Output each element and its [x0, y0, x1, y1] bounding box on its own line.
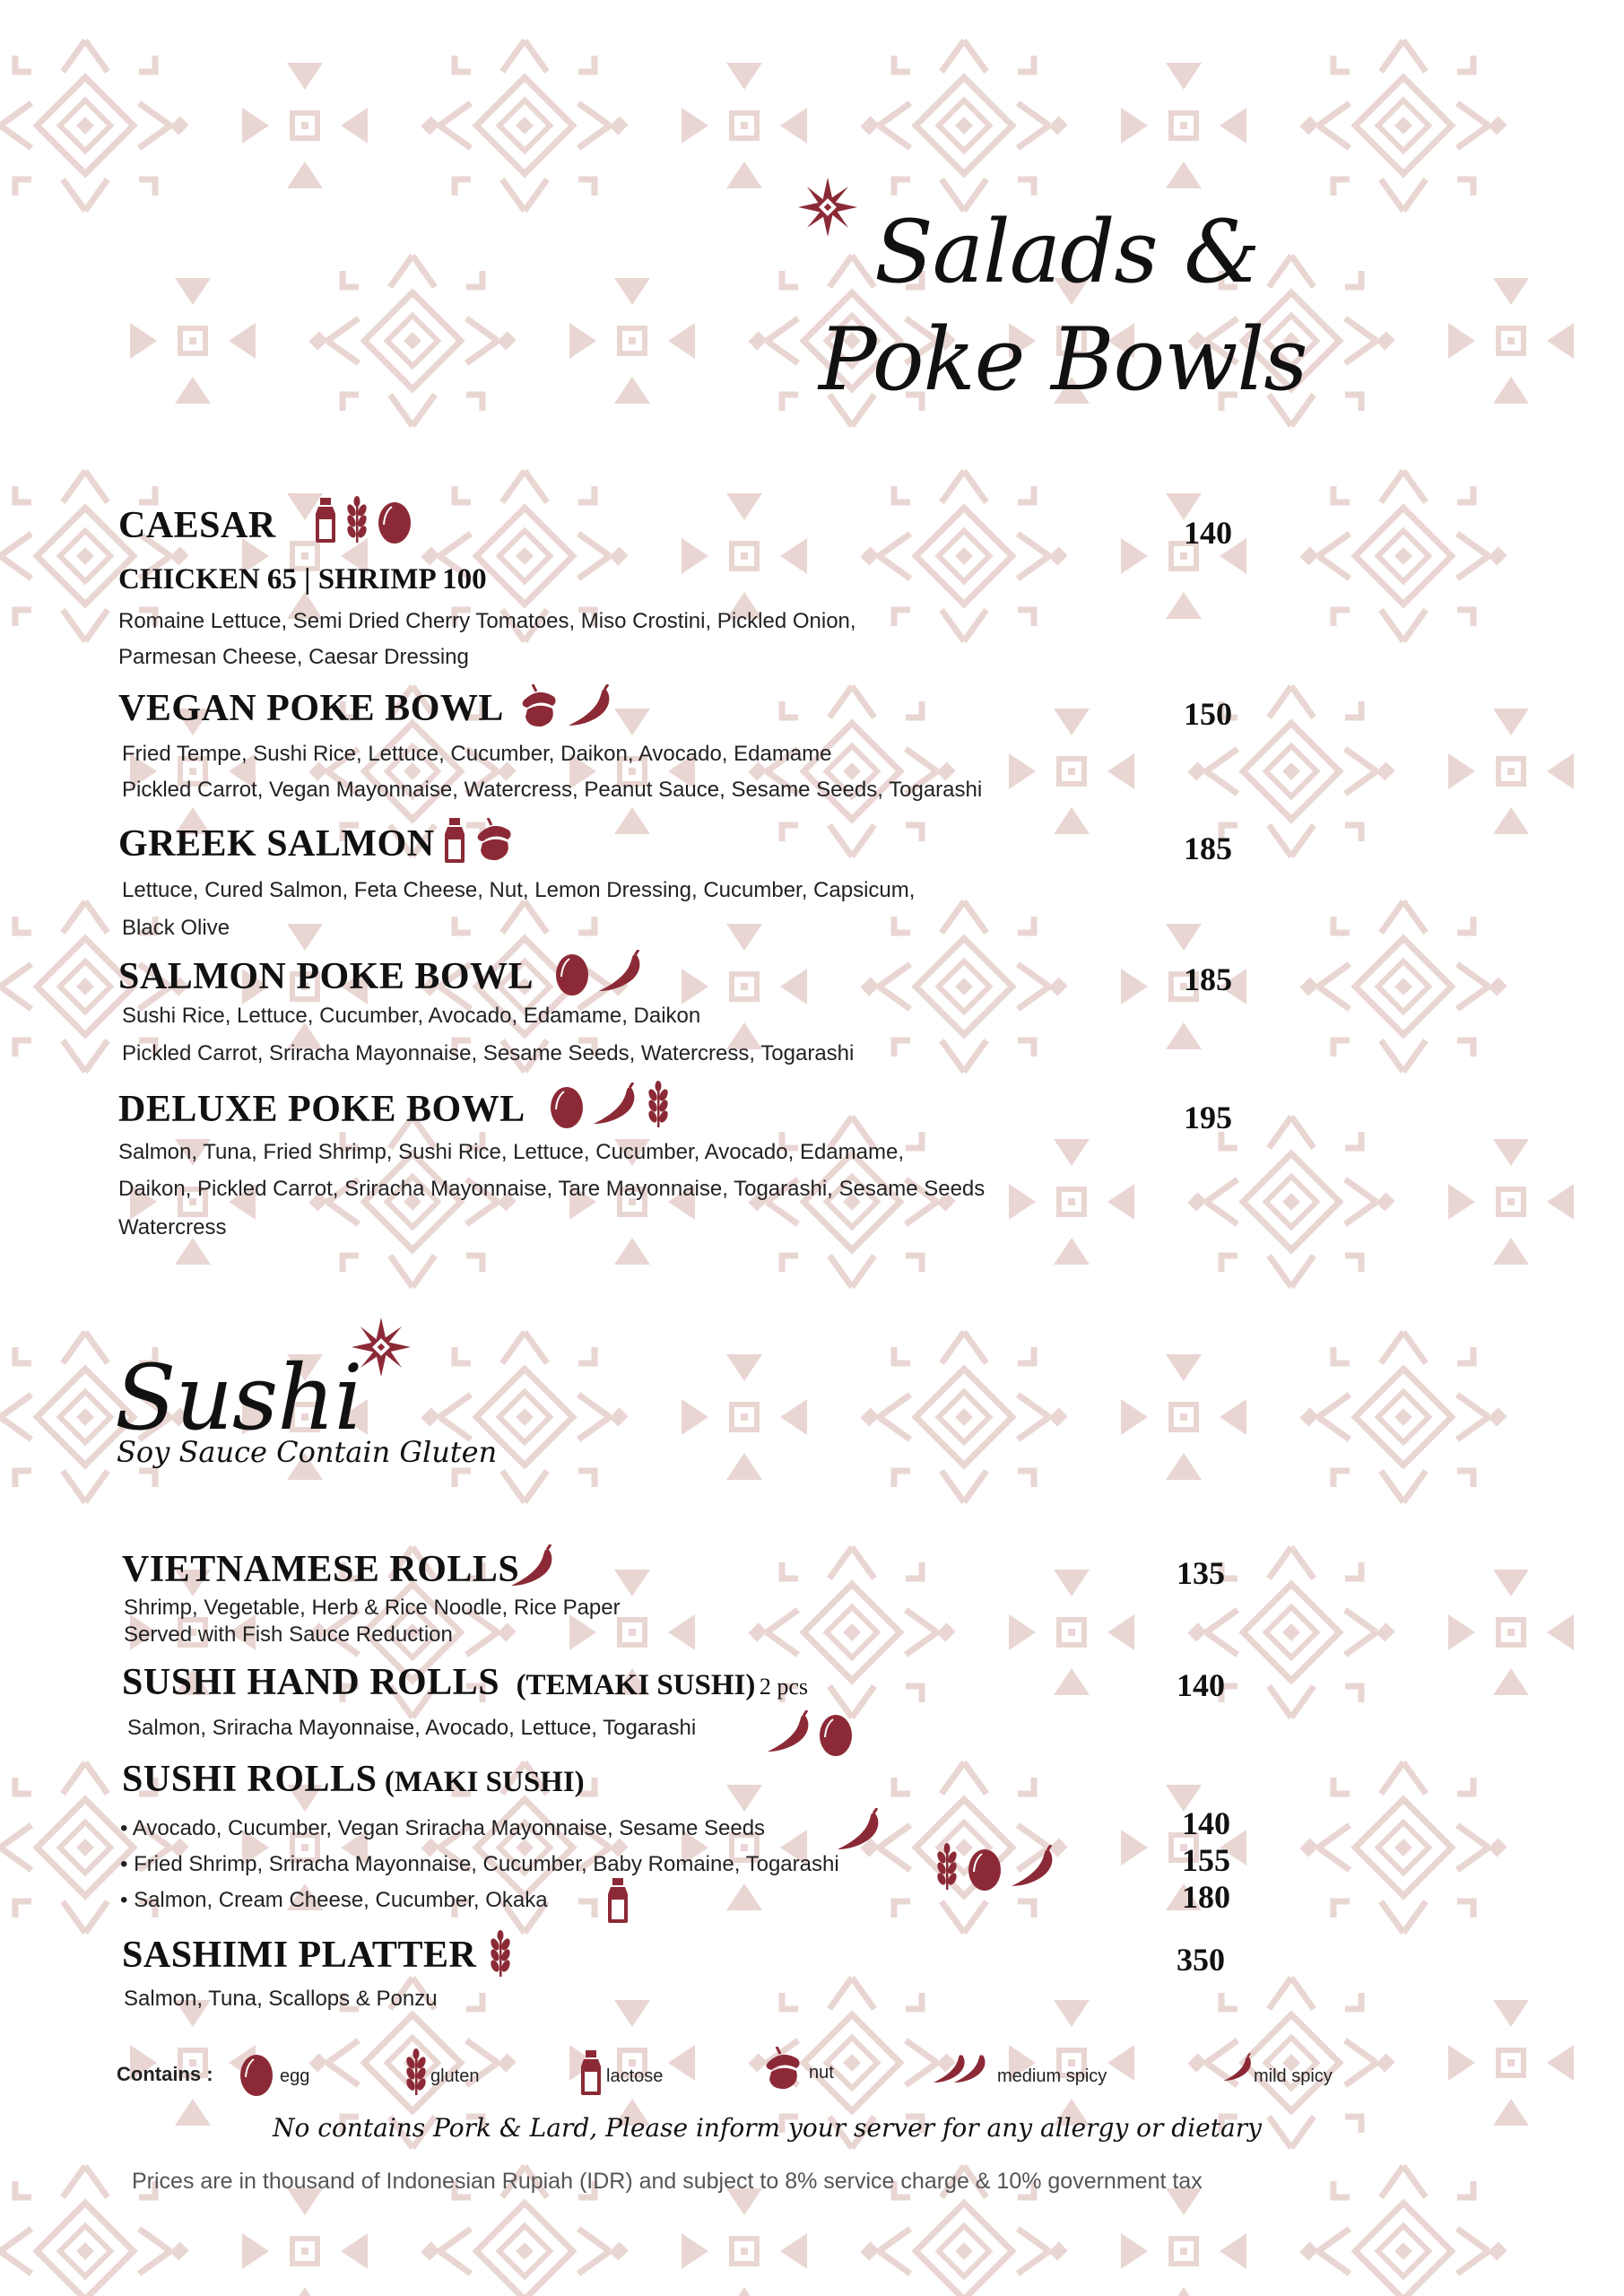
menu-item-price: 140 — [1182, 1805, 1230, 1841]
menu-item-price: 150 — [1184, 696, 1232, 732]
salads-title-line2: Poke Bowls — [819, 309, 1307, 410]
chili-icon — [764, 1710, 812, 1755]
allergen-icons — [486, 1930, 515, 1979]
legend-mild-spicy-label: mild spicy — [1254, 2066, 1333, 2086]
chili-icon — [590, 1083, 638, 1127]
sushi-roll-option: • Fried Shrimp, Sriracha Mayonnaise, Cucumber, Baby Romaine, Togarashi — [120, 1852, 839, 1876]
legend-gluten-label: gluten — [430, 2066, 480, 2086]
menu-item-name: CAESAR — [118, 505, 276, 546]
chili-icon — [595, 950, 644, 995]
allergen-legend — [117, 2047, 1372, 2100]
menu-item-description: Salmon, Tuna, Fried Shrimp, Sushi Rice, Lettuce, Cucumber, Avocado, Edamame, — [118, 1140, 904, 1164]
chili-icon — [565, 684, 613, 729]
allergen-icons — [606, 1876, 630, 1925]
menu-item-name: VIETNAMESE ROLLS — [122, 1549, 520, 1590]
chili-icon — [1008, 1845, 1056, 1890]
dietary-notice: No contains Pork & Lard, Please inform your server for any allergy or dietary — [273, 2113, 1262, 2143]
menu-item-description: Fried Tempe, Sushi Rice, Lettuce, Cucumber, Daikon, Avocado, Edamame — [122, 742, 832, 766]
menu-item-name: GREEK SALMON — [118, 823, 435, 865]
lactose-icon — [443, 816, 466, 865]
menu-item-description: Pickled Carrot, Sriracha Mayonnaise, Sesame Seeds, Watercress, Togarashi — [122, 1041, 855, 1065]
lactose-icon — [314, 496, 337, 544]
menu-item-name: DELUXE POKE BOWL — [118, 1089, 525, 1130]
allergen-icons — [508, 1544, 556, 1589]
menu-item-price: 185 — [1184, 831, 1232, 866]
menu-item-quantity: 2 pcs — [759, 1674, 808, 1700]
nut-icon — [517, 684, 560, 729]
nut-icon — [760, 2047, 803, 2096]
menu-item-description: Parmesan Cheese, Caesar Dressing — [118, 645, 469, 669]
menu-item-price: 135 — [1177, 1555, 1225, 1591]
sushi-title: Sushi — [115, 1345, 362, 1450]
nut-icon — [472, 818, 515, 863]
gluten-icon — [933, 1843, 961, 1892]
menu-item-price: 350 — [1177, 1942, 1225, 1978]
menu-item-description: Romaine Lettuce, Semi Dried Cherry Tomatoes, Miso Crostini, Pickled Onion, — [118, 609, 856, 633]
legend-nut-label: nut — [809, 2063, 834, 2083]
menu-item-description: Pickled Carrot, Vegan Mayonnaise, Watercress, Peanut Sauce, Sesame Seeds, Togarashi — [122, 778, 983, 802]
legend-label: Contains : — [117, 2063, 213, 2085]
menu-item-description: Lettuce, Cured Salmon, Feta Cheese, Nut, Lemon Dressing, Cucumber, Capsicum, — [122, 878, 916, 902]
menu-item-name: SUSHI HAND ROLLS — [122, 1662, 500, 1703]
menu-item-name: SUSHI ROLLS — [122, 1759, 378, 1800]
egg-icon — [554, 948, 590, 996]
allergen-icons — [314, 496, 413, 544]
allergen-icons — [554, 948, 644, 996]
egg-icon — [967, 1843, 1003, 1892]
menu-item-description: Watercress — [118, 1215, 227, 1239]
menu-item-title-row — [122, 1758, 585, 1801]
gluten-icon — [644, 1081, 673, 1129]
allergen-icons — [549, 1081, 673, 1129]
menu-item-name-suffix: (TEMAKI SUSHI) — [516, 1669, 756, 1701]
egg-icon — [377, 496, 413, 544]
menu-item-name: VEGAN POKE BOWL — [118, 688, 504, 729]
allergen-icons — [834, 1808, 882, 1853]
legend-egg-label: egg — [280, 2066, 310, 2086]
menu-item-protein-options: CHICKEN 65 | SHRIMP 100 — [118, 563, 487, 596]
star-ornament-icon — [796, 176, 859, 239]
menu-item-name: SASHIMI PLATTER — [122, 1935, 477, 1976]
gluten-icon — [402, 2048, 430, 2101]
sushi-subtitle: Soy Sauce Contain Gluten — [117, 1435, 498, 1469]
menu-item-name: SALMON POKE BOWL — [118, 956, 534, 997]
salads-title-line1: Salads & — [874, 202, 1260, 302]
allergen-icons — [764, 1709, 854, 1757]
menu-item-price: 195 — [1184, 1100, 1232, 1135]
menu-item-price: 180 — [1182, 1879, 1230, 1915]
egg-icon — [818, 1709, 854, 1757]
menu-item-price: 185 — [1184, 961, 1232, 997]
menu-item-description: Daikon, Pickled Carrot, Sriracha Mayonnaise, Tare Mayonnaise, Togarashi, Sesame Seeds — [118, 1177, 986, 1201]
sushi-roll-option: • Salmon, Cream Cheese, Cucumber, Okaka — [120, 1888, 548, 1912]
gluten-icon — [486, 1930, 515, 1979]
egg-icon — [549, 1081, 585, 1129]
menu-item-price: 140 — [1177, 1667, 1225, 1703]
menu-item-title-row — [122, 1661, 808, 1704]
allergen-icons — [933, 1843, 1056, 1892]
legend-medium-spicy-label: medium spicy — [997, 2066, 1107, 2086]
lactose-icon — [606, 1876, 630, 1925]
menu-item-name-suffix: (MAKI SUSHI) — [384, 1766, 585, 1798]
chili-icon — [834, 1808, 882, 1853]
menu-item-description: Salmon, Sriracha Mayonnaise, Avocado, Lettuce, Togarashi — [127, 1716, 697, 1740]
menu-item-price: 140 — [1184, 515, 1232, 551]
menu-item-description: Shrimp, Vegetable, Herb & Rice Noodle, Rice Paper — [124, 1596, 621, 1620]
lactose-icon — [579, 2048, 603, 2101]
legend-lactose-label: lactose — [606, 2066, 664, 2086]
allergen-icons — [443, 816, 515, 865]
allergen-icons — [517, 684, 613, 729]
menu-item-description: Sushi Rice, Lettuce, Cucumber, Avocado, Edamame, Daikon — [122, 1004, 701, 1028]
menu-item-price: 155 — [1182, 1842, 1230, 1878]
double-chili-icon — [931, 2050, 988, 2091]
price-footer: Prices are in thousand of Indonesian Rupiah (IDR) and subject to 8% service charge & 10% government tax — [132, 2169, 1203, 2194]
menu-item-description: Served with Fish Sauce Reduction — [124, 1622, 453, 1647]
egg-icon — [239, 2048, 274, 2101]
sushi-roll-option: • Avocado, Cucumber, Vegan Sriracha Mayonnaise, Sesame Seeds — [120, 1816, 766, 1840]
gluten-icon — [343, 496, 371, 544]
menu-item-description: Salmon, Tuna, Scallops & Ponzu — [124, 1987, 438, 2011]
chili-icon — [1221, 2050, 1254, 2091]
menu-item-description: Black Olive — [122, 916, 230, 940]
chili-icon — [508, 1544, 556, 1589]
